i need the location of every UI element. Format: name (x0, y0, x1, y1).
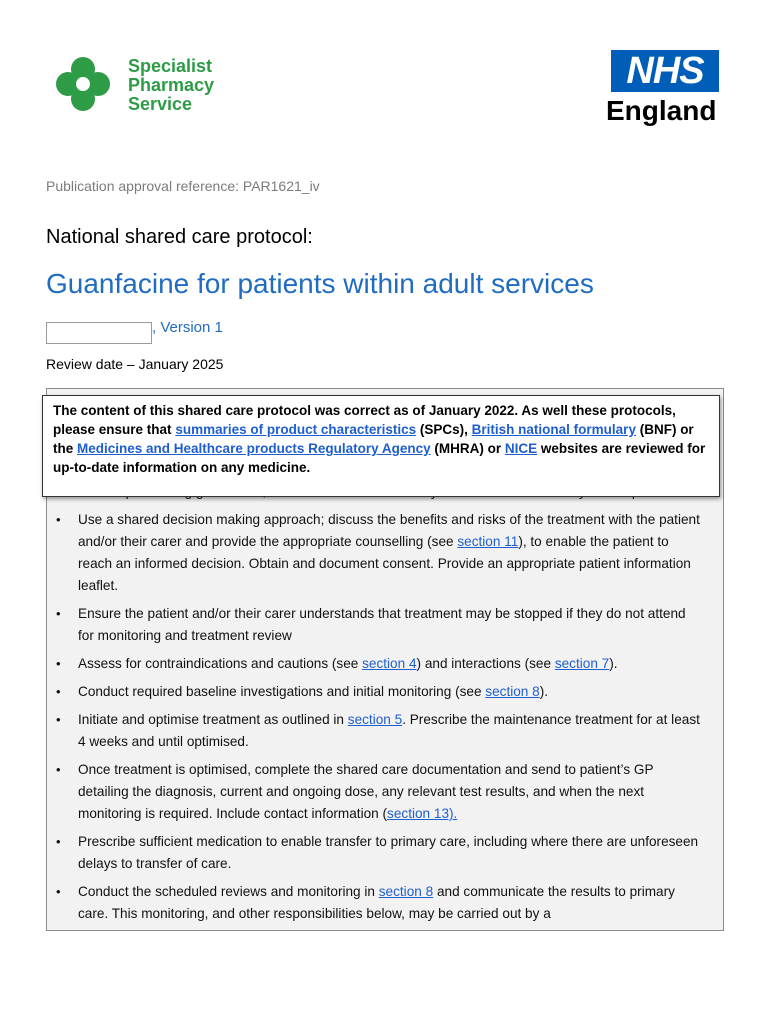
document-title: Guanfacine for patients within adult services (46, 268, 594, 299)
content-notice-popup (42, 395, 720, 497)
bullet-icon: • (56, 712, 61, 727)
list-item (47, 681, 723, 703)
list-item (47, 709, 723, 753)
document-subtitle: National shared care protocol: (46, 226, 313, 248)
notice-text-part: (SPCs), (416, 422, 472, 437)
bullet-icon: • (56, 656, 61, 671)
list-item (47, 759, 723, 825)
bullet-icon: • (56, 884, 61, 899)
nhs-logo-badge (611, 50, 719, 92)
notice-text-part: The content of this shared care protocol was correct as of January 2022. As well these protocols, please ensure that (53, 403, 676, 437)
nhs-england-label: England (606, 95, 717, 126)
section-7-link[interactable]: section 7 (554, 656, 610, 671)
item-text: ) and interactions (see (416, 656, 555, 671)
list-item (47, 653, 723, 675)
nhs-logo-text: NHS (626, 50, 704, 92)
clover-logo-icon (54, 55, 112, 113)
list-item (47, 509, 723, 597)
bullet-icon: • (56, 762, 61, 777)
section-4-link[interactable]: section 4 (362, 656, 417, 671)
bullet-icon: • (56, 834, 61, 849)
sps-logo-text (128, 57, 214, 114)
publication-reference: Publication approval reference: PAR1621_iv (46, 178, 320, 194)
bullet-icon: • (56, 684, 61, 699)
responsibilities-list (47, 481, 723, 931)
sps-logo (54, 55, 244, 115)
sps-logo-line: Pharmacy (128, 75, 215, 95)
notice-text-part: (BNF) or the (53, 422, 694, 456)
bnf-link[interactable]: British national formulary (471, 422, 636, 437)
item-text: Conduct required baseline investigations and initial monitoring (see (78, 684, 486, 699)
item-text: Conduct the scheduled reviews and monitoring in (78, 884, 379, 899)
nice-link[interactable]: NICE (504, 441, 538, 456)
notice-text-part: websites are reviewed for up-to-date information on any medicine. (53, 441, 706, 475)
notice-text-part: (MHRA) or (430, 441, 505, 456)
item-text: Once treatment is optimised, complete the shared care documentation and send to patient’s GP detailing the diagnosis, current and ongoing dose, any relevant test results, and when the next monitoring is required. Include contact information ( (78, 762, 654, 821)
version-label: , Version 1 (152, 319, 223, 336)
item-text: Prescribe sufficient medication to enable transfer to primary care, including where there are unforeseen delays to transfer of care. (78, 834, 699, 871)
spc-link[interactable]: summaries of product characteristics (175, 422, 417, 437)
item-text: Initiate and optimise treatment as outlined in (78, 712, 348, 727)
bullet-icon: • (56, 606, 61, 621)
item-text: Assess for contraindications and cautions (see (78, 656, 363, 671)
section-8-link[interactable]: section 8 (378, 884, 434, 899)
item-text: and communicate the results to primary care. This monitoring, and other responsibilities below, may be carried out by a (78, 884, 675, 921)
item-text: Ensure the patient and/or their carer understands that treatment may be stopped if they do not attend for monitoring and treatment review (78, 606, 686, 643)
sps-logo-line: Service (128, 94, 193, 114)
list-item (47, 831, 723, 875)
section-5-link[interactable]: section 5 (347, 712, 403, 727)
notice-text (53, 401, 707, 477)
list-item (47, 603, 723, 647)
item-text: ). (539, 684, 549, 699)
sps-logo-line: Specialist (128, 56, 213, 76)
review-date: Review date – January 2025 (46, 356, 224, 372)
item-text: ). (609, 656, 618, 671)
list-item (47, 881, 723, 925)
section-8-link[interactable]: section 8 (485, 684, 540, 699)
item-text: . Prescribe the maintenance treatment for at least 4 weeks and until optimised. (78, 712, 700, 749)
section-11-link[interactable]: section 11 (457, 534, 519, 549)
item-text: Use a shared decision making approach; discuss the benefits and risks of the treatment with the patient and/or their carer and provide the appropriate counselling (see (78, 512, 700, 549)
item-text: ), to enable the patient to reach an informed decision. Obtain and document consent. Provide an appropriate patient information leaflet. (78, 534, 691, 593)
section-13-link[interactable]: section 13). (387, 806, 458, 821)
bullet-icon: • (56, 512, 61, 527)
mhra-link[interactable]: Medicines and Healthcare products Regulatory Agency (77, 441, 431, 456)
date-input-field[interactable] (46, 322, 152, 344)
